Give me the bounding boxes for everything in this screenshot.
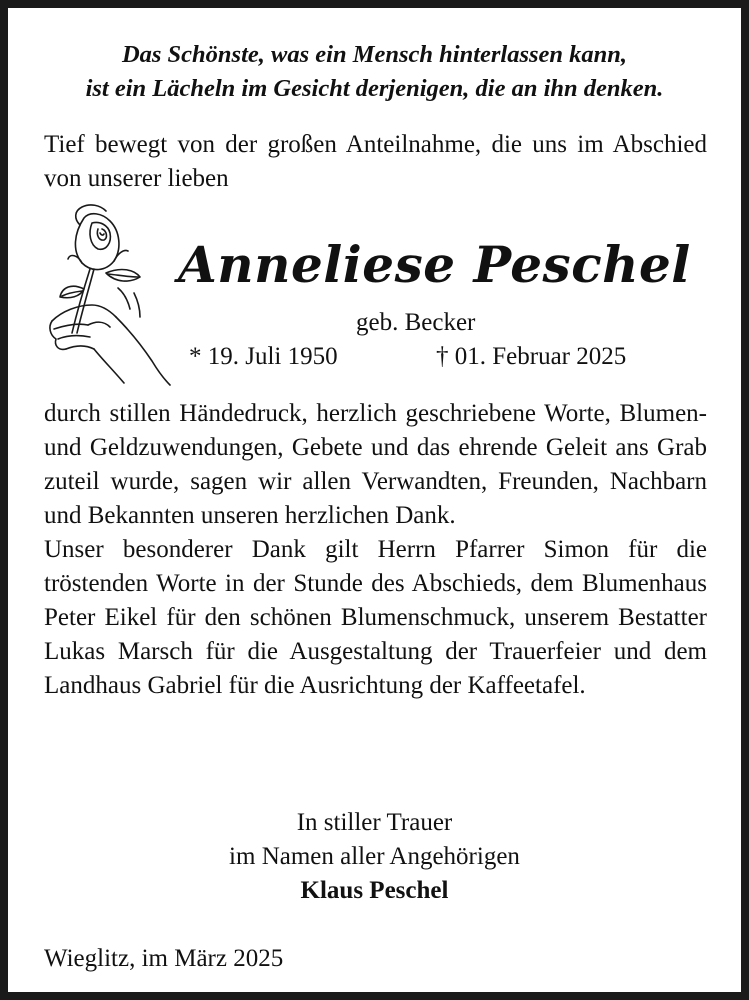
maiden-name: geb. Becker <box>356 309 476 336</box>
motto <box>28 38 721 106</box>
closing-line-2: im Namen aller Angehörigen <box>229 843 520 870</box>
deceased-name: Anneliese Peschel <box>178 235 691 294</box>
motto-line-1: Das Schönste, was ein Mensch hinterlassen kann, <box>121 41 628 68</box>
closing-line-1: In stiller Trauer <box>296 809 453 836</box>
closing <box>28 806 721 908</box>
intro-text: Tief bewegt von der großen Anteilnahme, die uns im Abschied von unserer lieben <box>44 131 707 192</box>
birth-date: * 19. Juli 1950 <box>189 343 338 370</box>
thanks-paragraph-1: durch stillen Händedruck, herzlich geschriebene Worte, Blumen- und Geldzuwendungen, Gebete und das ehrende Geleit ans Grab zuteil wurde, sagen wir allen Verwandten, Freunden, Nachbarn und Bekannten unseren herzlichen Dank. <box>44 400 707 529</box>
death-date: † 01. Februar 2025 <box>436 343 627 370</box>
signature: Klaus Peschel <box>300 877 449 904</box>
hand-holding-rose-icon <box>44 193 174 388</box>
motto-line-2: ist ein Lächeln im Gesicht derjenigen, die an ihn denken. <box>85 75 664 102</box>
place-date: Wieglitz, im März 2025 <box>44 945 284 972</box>
thanks-text <box>44 397 707 703</box>
thanks-paragraph-2: Unser besonderer Dank gilt Herrn Pfarrer Simon für die tröstenden Worte in der Stunde des Abschieds, dem Blumenhaus Peter Eikel für den schönen Blumenschmuck, unserem Bestatter Lukas Marsch für die Ausgestaltung der Trauerfeier und dem Landhaus Gabriel für die Ausrichtung der Kaffeetafel. <box>44 536 707 699</box>
